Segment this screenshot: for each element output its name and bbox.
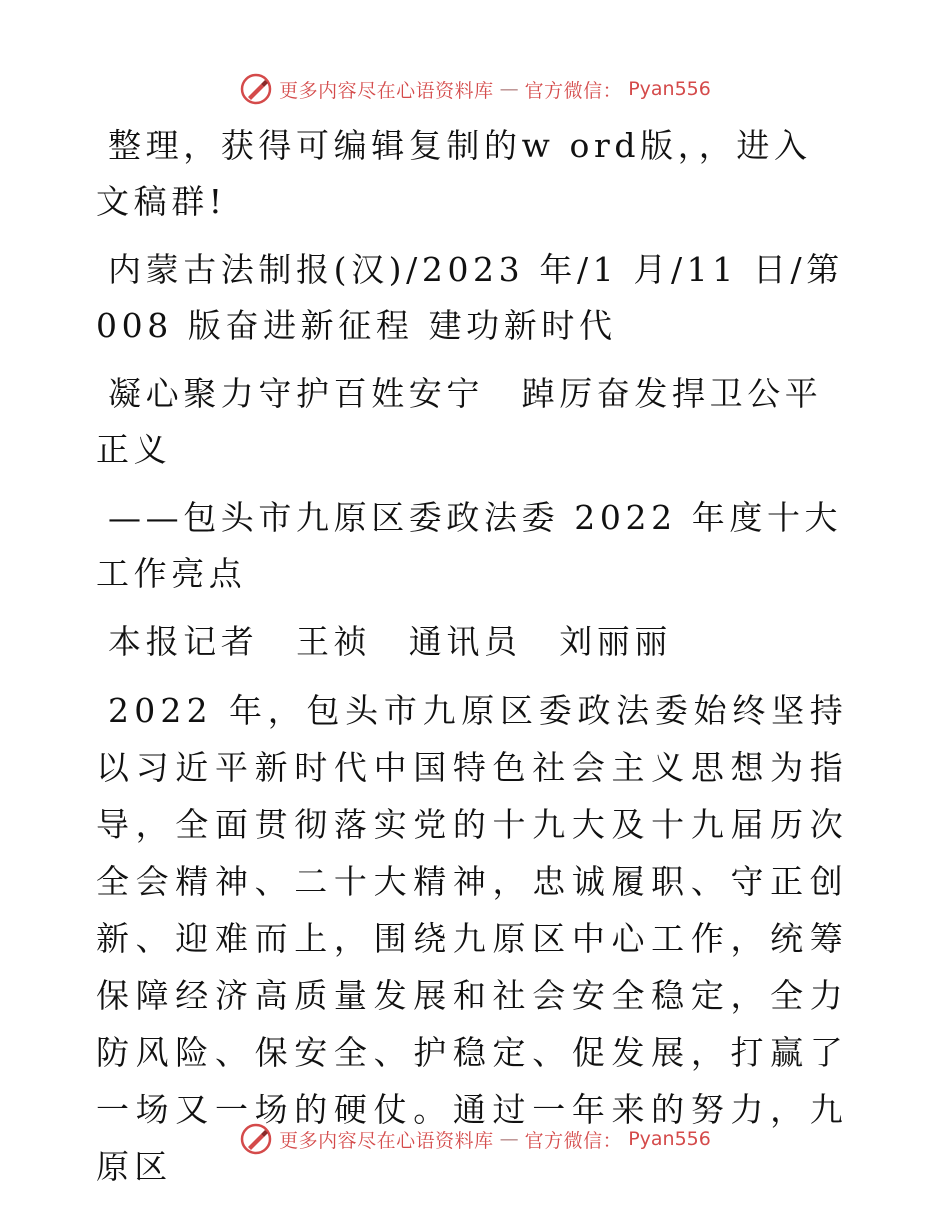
watermark-wechat-id: Pyan556	[628, 78, 711, 100]
pen-logo-icon	[239, 72, 273, 106]
intro-paragraph: 整理，获得可编辑复制的w ord版，，进入文稿群!	[96, 126, 812, 221]
watermark-suffix: 官方微信：	[524, 1129, 623, 1152]
watermark-wechat-id: Pyan556	[628, 1128, 711, 1150]
watermark-text: 更多内容尽在心语资料库	[279, 1129, 494, 1152]
pen-logo-icon	[239, 1122, 273, 1156]
body-paragraph: 2022 年，包头市九原区委政法委始终坚持以习近平新时代中国特色社会主义思想为指导，全面贯彻落实党的十九大及十九届历次全会精神、二十大精神，忠诚履职、守正创新、迎难而上，围绕九原区中心工作，统筹保障经济高质量发展和社会安全稳定，全力防风险、保安全、护稳定、促发展，打赢了一场又一场的硬仗。通过一年来的努力，九原区	[96, 691, 848, 1186]
watermark-suffix: 官方微信：	[524, 79, 623, 102]
source-line: 内蒙古法制报(汉)/2023 年/1 月/11 日/第 008 版奋进新征程 建功新时代	[96, 250, 844, 345]
article-subtitle: ——包头市九原区委政法委 2022 年度十大工作亮点	[96, 498, 843, 593]
watermark-dash: —	[499, 1128, 519, 1150]
watermark-text: 更多内容尽在心语资料库	[279, 79, 494, 102]
watermark-footer	[0, 1122, 950, 1156]
article-title: 凝心聚力守护百姓安宁 踔厉奋发捍卫公平正义	[96, 374, 823, 469]
byline: 本报记者 王祯 通讯员 刘丽丽	[108, 622, 672, 661]
document-body	[96, 118, 848, 1207]
watermark-header	[0, 72, 950, 106]
watermark-dash: —	[499, 78, 519, 100]
